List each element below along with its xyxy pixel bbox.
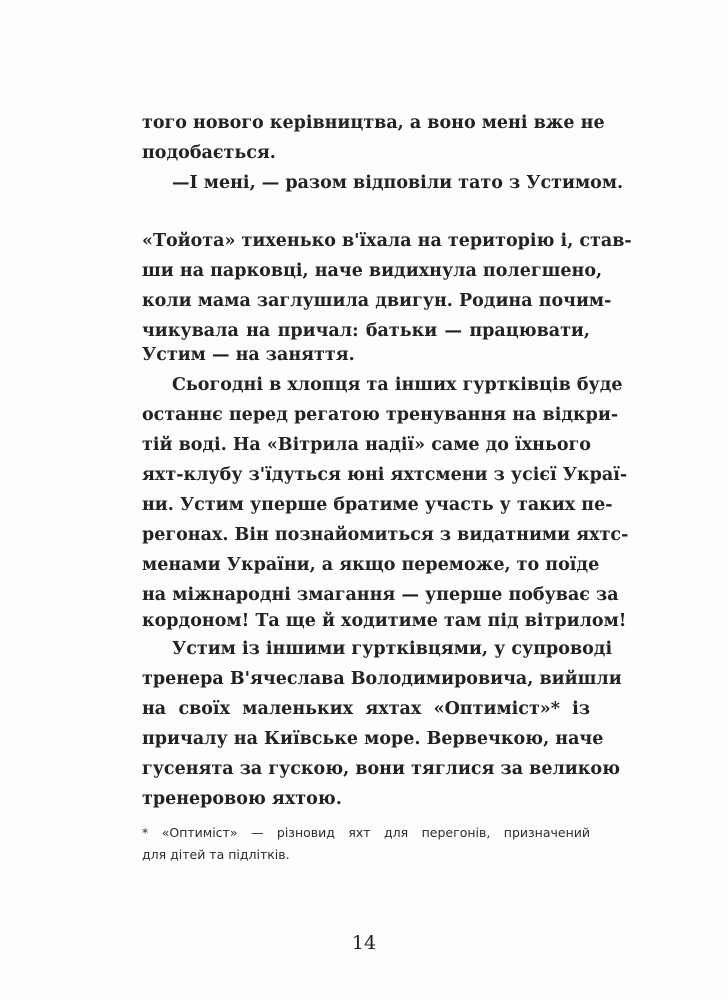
text-line: тій воді. На «Вітрила надії» саме до їхнього [142, 435, 591, 455]
text-line: гусенята за гускою, вони тяглися за великою [142, 759, 621, 779]
text-line: на міжнародні змагання — уперше побуває за [142, 585, 619, 605]
text-line: того нового керівництва, а воно мені вже не [142, 113, 605, 133]
text-line: регонах. Він познайомиться з видатними яхтс- [142, 525, 629, 545]
text-line-part: «Тойота» тихенько в'їхала на територію і, став- [142, 231, 632, 251]
text-line: тренеровою яхтою. [142, 789, 342, 809]
text-line-part: чикувала на причал: батьки — працювати, [142, 321, 590, 341]
text-line: Устим — на заняття. [142, 345, 355, 365]
text-line: кордоном! Та ще й ходитиме там під вітрилом! [142, 611, 627, 631]
text-line: подобається. [142, 143, 276, 163]
text-line: яхт-клубу з'їдуться юні яхтсмени з усієї Украї- [142, 465, 628, 485]
text-line-part: коли мама заглушила двигун. Родина почим- [142, 291, 612, 311]
text-line: Устим із іншими гуртківцями, у супроводі [172, 639, 613, 659]
text-line: ни. Устим уперше братиме участь у таких пе- [142, 495, 613, 515]
text-line [142, 256, 603, 286]
footnote-line: * «Оптиміст» — різновид яхт для перегонів, призначений [142, 825, 590, 840]
text-line: тренера В'ячеслава Володимировича, вийшли [142, 669, 622, 689]
text-line: причалу на Київське море. Вервечкою, наче [142, 729, 604, 749]
text-line [142, 226, 632, 256]
text-line: останнє перед регатою тренування на відкри- [142, 405, 619, 425]
footnote-line: для дітей та підлітків. [142, 847, 290, 862]
text-line: —І мені, — разом відповіли тато з Устимом. [172, 173, 624, 193]
text-line [142, 286, 612, 316]
text-line: на своїх маленьких яхтах «Оптиміст»* із [142, 699, 590, 719]
text-line: Сьогодні в хлопця та інших гуртківців буде [172, 375, 623, 395]
text-line-part: ши на парковці, наче видихнула полегшено, [142, 261, 603, 281]
page-number: 14 [351, 932, 377, 954]
text-line: менами України, а якщо переможе, то поїде [142, 555, 600, 575]
